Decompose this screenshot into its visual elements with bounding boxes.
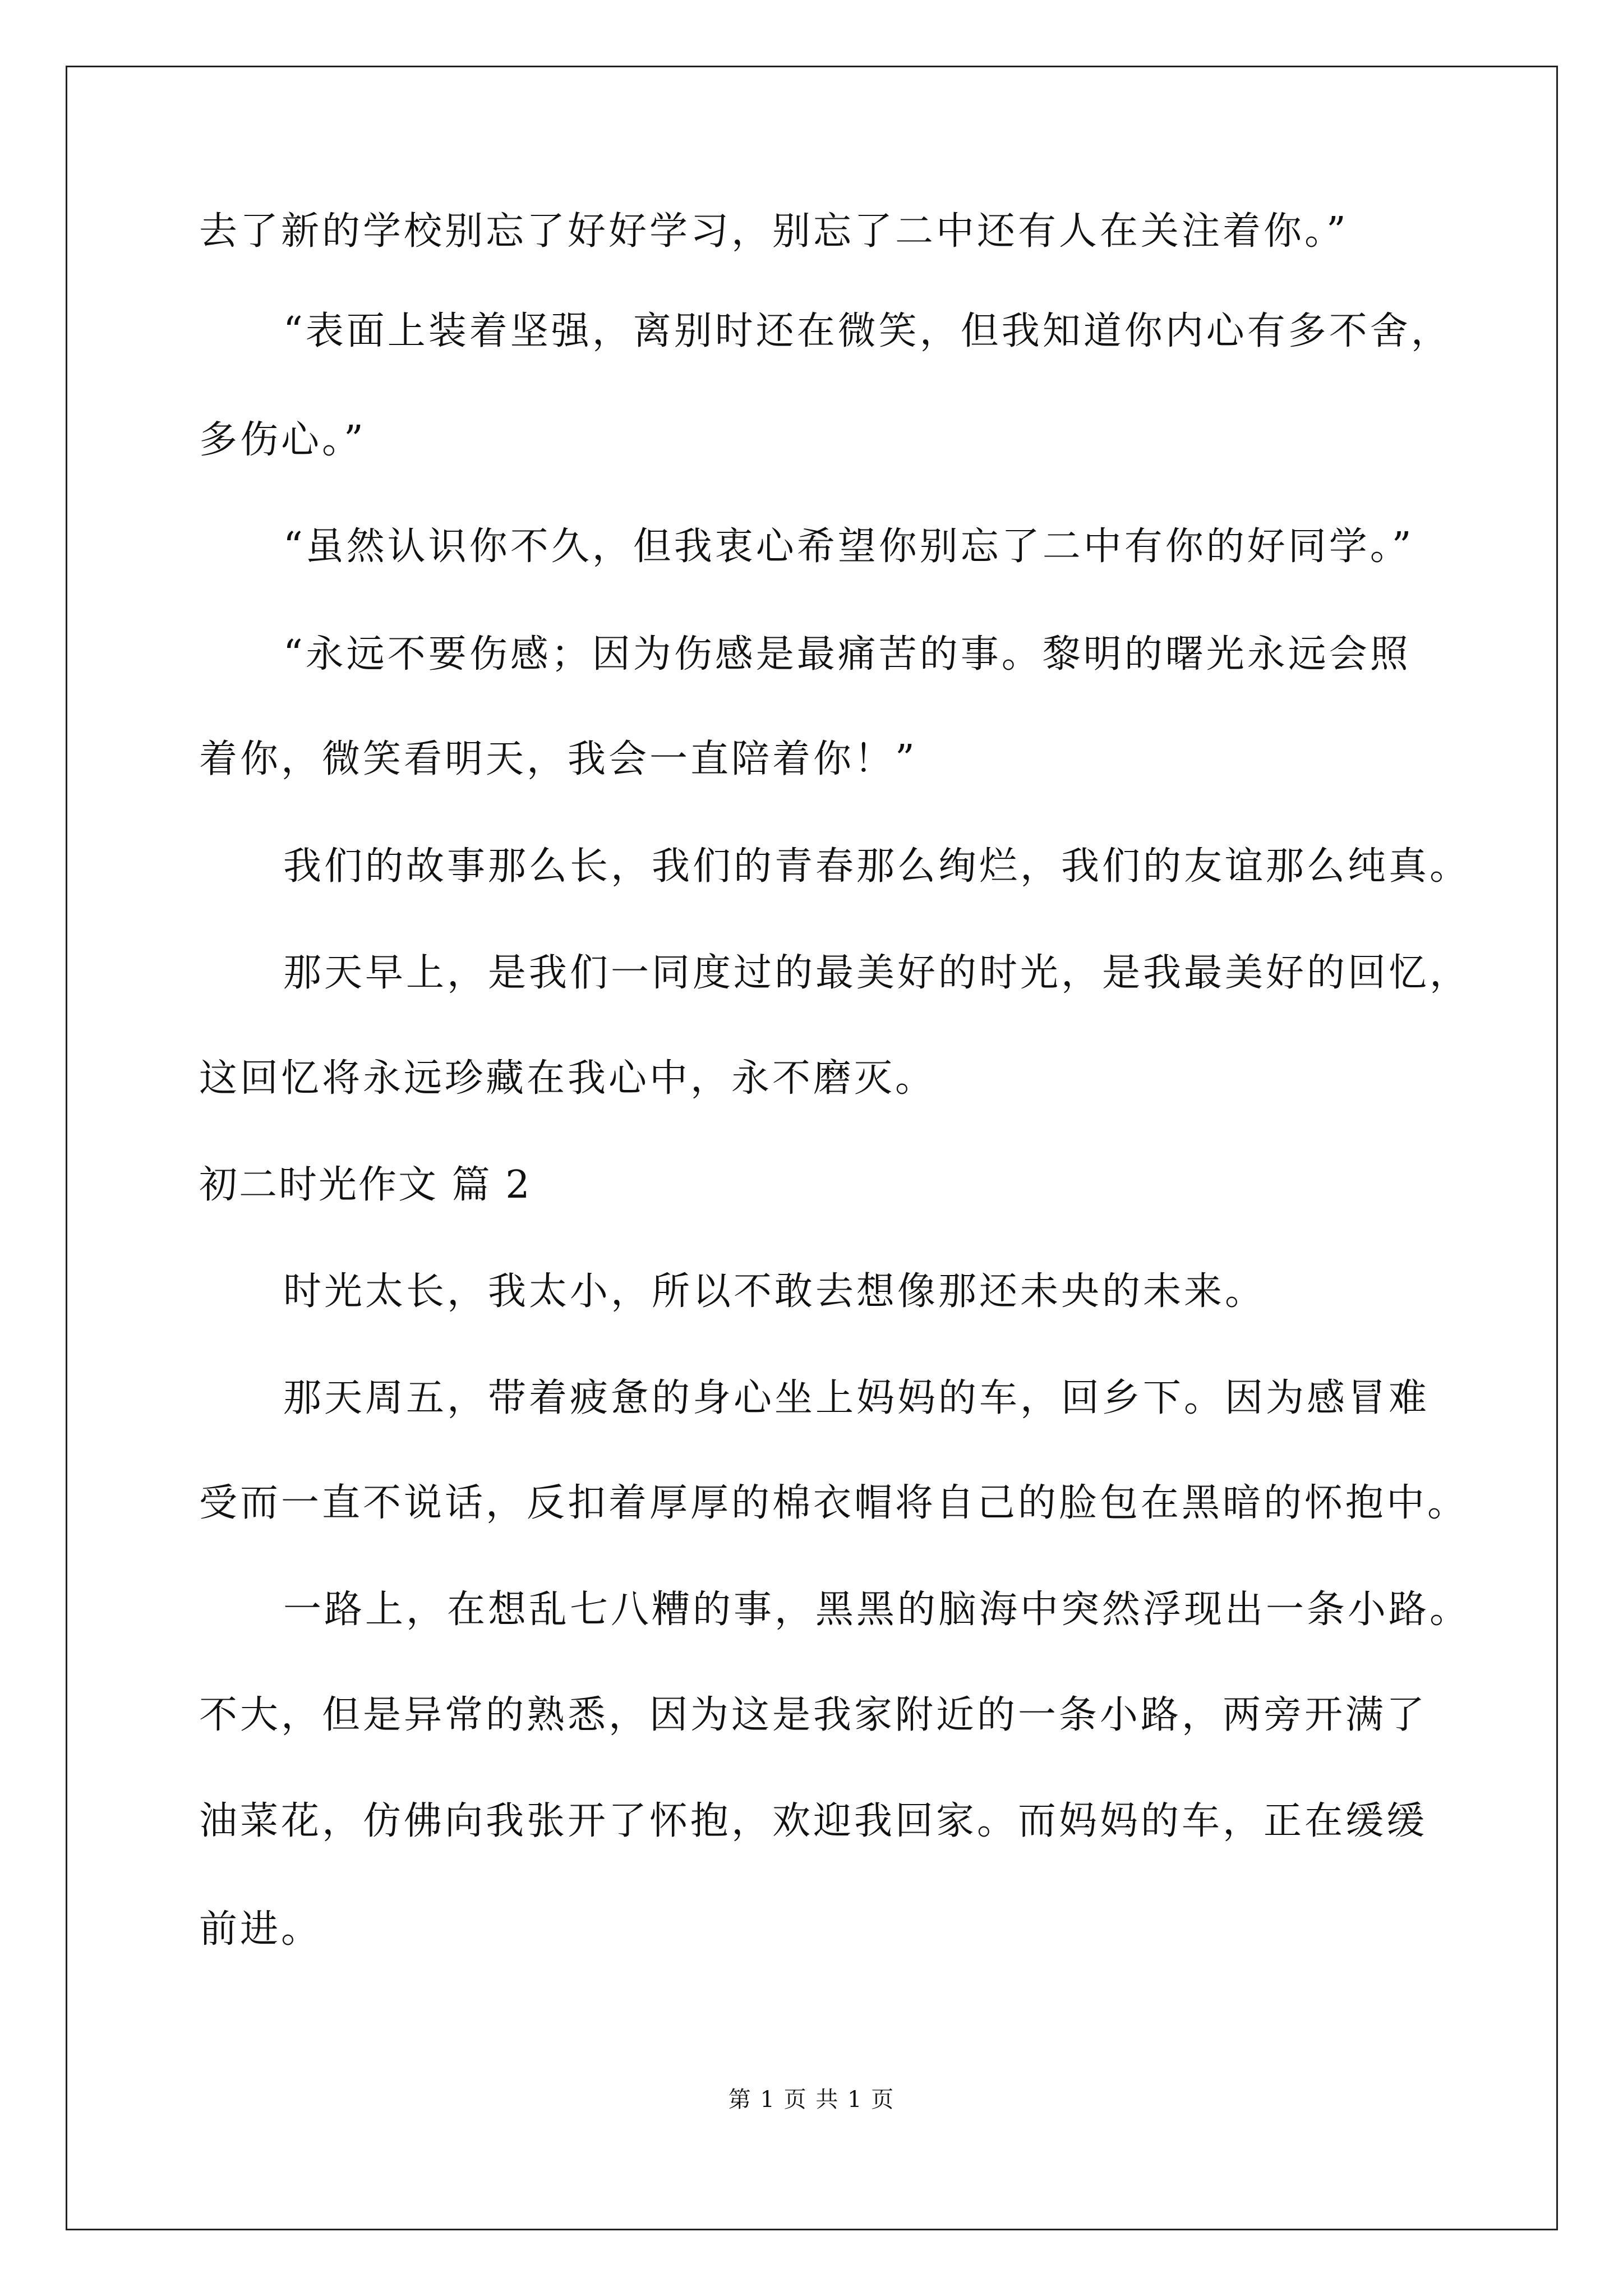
text-line: 我们的故事那么长，我们的青春那么绚烂，我们的友谊那么纯真。 <box>283 844 1471 889</box>
text-line: 这回忆将永远珍藏在我心中，永不磨灭。 <box>199 1056 937 1101</box>
text-line: “表面上装着坚强，离别时还在微笑，但我知道你内心有多不舍， <box>283 309 1452 353</box>
text-line: 前进。 <box>199 1907 322 1952</box>
text-line: “虽然认识你不久，但我衷心希望你别忘了二中有你的好同学。” <box>283 524 1414 569</box>
text-line: “永远不要伤感；因为伤感是最痛苦的事。黎明的曙光永远会照 <box>283 632 1411 677</box>
text-line: 多伤心。” <box>199 418 366 462</box>
text-line: 油菜花，仿佛向我张开了怀抱，欢迎我回家。而妈妈的车，正在缓缓 <box>199 1799 1428 1843</box>
text-line: 时光太长，我太小，所以不敢去想像那还未央的未来。 <box>283 1269 1266 1314</box>
page-border <box>66 66 1558 2230</box>
text-line: 受而一直不说话，反扣着厚厚的棉衣帽将自己的脸包在黑暗的怀抱中。 <box>199 1481 1469 1525</box>
text-line: 去了新的学校别忘了好好学习，别忘了二中还有人在关注着你。” <box>199 209 1349 254</box>
section-heading: 初二时光作文 篇 2 <box>199 1163 532 1207</box>
text-line: 那天早上，是我们一同度过的最美好的时光，是我最美好的回忆， <box>283 951 1471 995</box>
text-line: 那天周五，带着疲惫的身心坐上妈妈的车，回乡下。因为感冒难 <box>283 1376 1430 1420</box>
page-number: 第 1 页 共 1 页 <box>728 2087 895 2113</box>
text-line: 着你，微笑看明天，我会一直陪着你！” <box>199 737 917 781</box>
text-line: 不大，但是异常的熟悉，因为这是我家附近的一条小路，两旁开满了 <box>199 1693 1428 1737</box>
text-line: 一路上，在想乱七八糟的事，黑黑的脑海中突然浮现出一条小路。 <box>283 1588 1471 1632</box>
